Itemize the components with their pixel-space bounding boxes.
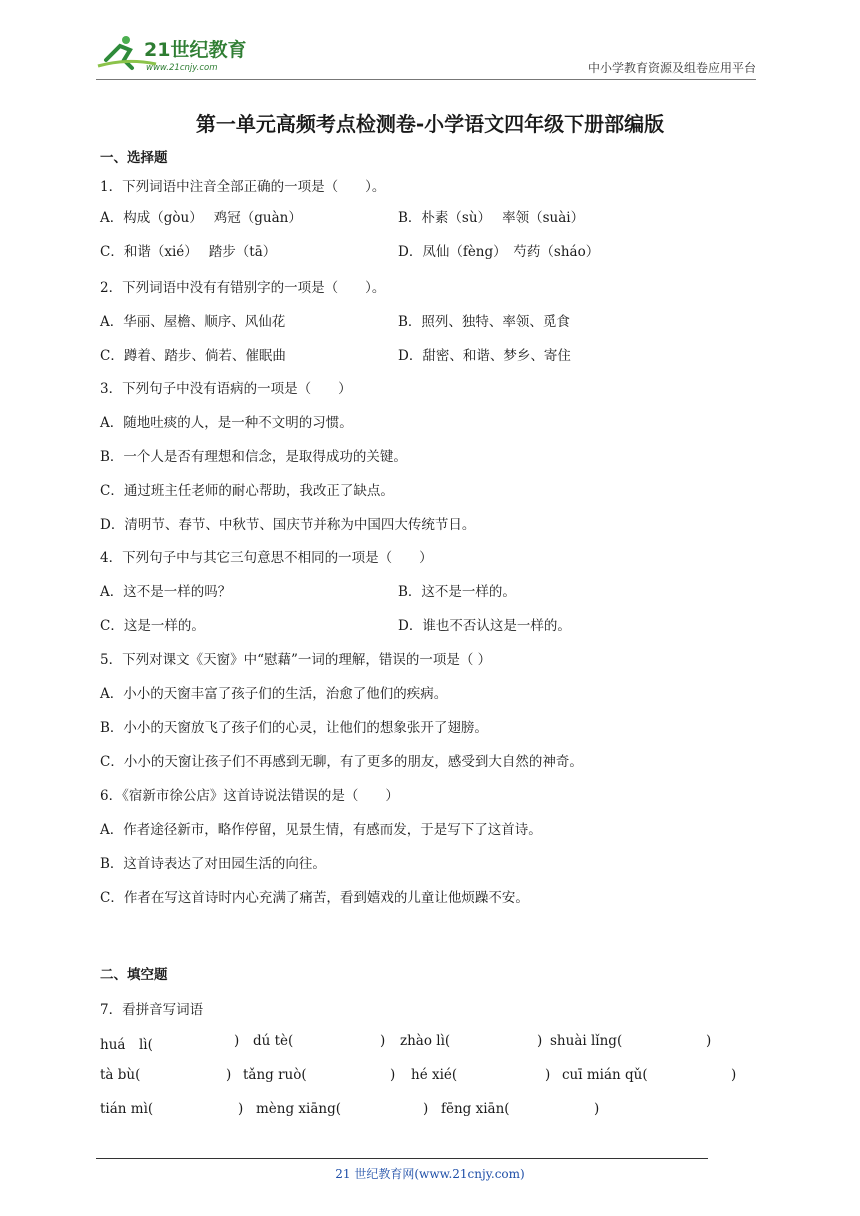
header-divider [96,79,756,80]
blank-close: ) [390,1067,396,1083]
section-fill-heading: 二、填空题 [100,967,168,983]
blank-close: ) [380,1033,386,1049]
blank-close: ) [545,1067,551,1083]
page-header [96,30,756,80]
blank-close: ) [423,1101,429,1117]
logo-21cnjy [96,32,266,76]
pinyin-prompt: dú tè( [253,1033,294,1049]
pinyin-prompt: cuī mián qǔ( [562,1067,648,1083]
q3-option-d: D．清明节、春节、中秋节、国庆节并称为中国四大传统节日。 [100,517,476,533]
logo-url: www.21cnjy.com [146,63,218,73]
pinyin-prompt: tǎng ruò( [243,1067,307,1083]
pinyin-prompt: huá lì( [100,1037,153,1053]
pinyin-prompt: fēng xiān( [441,1101,510,1117]
pinyin-prompt: zhào lì( [400,1033,451,1049]
blank-close: ) [731,1067,737,1083]
footer-divider [96,1158,708,1159]
q4-option-a: A．这不是一样的吗？ [100,584,232,600]
q1-option-c: C．和谐（xié） 踏步（tā） [100,244,277,260]
q1-stem: 1．下列词语中注音全部正确的一项是（ ）。 [100,179,386,195]
q6-option-b: B．这首诗表达了对田园生活的向往。 [100,856,326,872]
q4-option-b: B．这不是一样的。 [398,584,516,600]
q5-option-b: B．小小的天窗放飞了孩子们的心灵，让他们的想象张开了翅膀。 [100,720,488,736]
pinyin-prompt: shuài lǐng( [550,1033,623,1049]
q5-option-c: C．小小的天窗让孩子们不再感到无聊，有了更多的朋友，感受到大自然的神奇。 [100,754,583,770]
q4-option-c: C．这是一样的。 [100,618,205,634]
footer-link[interactable]: 21 世纪教育网(www.21cnjy.com) [335,1167,525,1181]
blank-close: ) [238,1101,244,1117]
q3-option-a: A．随地吐痰的人，是一种不文明的习惯。 [100,415,353,431]
q3-option-b: B．一个人是否有理想和信念，是取得成功的关键。 [100,449,407,465]
q6-option-a: A．作者途径新市，略作停留，见景生情，有感而发，于是写下了这首诗。 [100,822,542,838]
q2-option-a: A．华丽、屋檐、顺序、风仙花 [100,314,286,330]
q2-option-d: D．甜密、和谐、梦乡、寄住 [398,348,571,364]
pinyin-prompt: hé xié( [411,1067,458,1083]
q2-option-b: B．照列、独特、率领、觅食 [398,314,570,330]
q2-stem: 2．下列词语中没有有错别字的一项是（ ）。 [100,280,386,296]
blank-close: ) [594,1101,600,1117]
blank-close: ) [537,1033,543,1049]
q4-stem: 4．下列句子中与其它三句意思不相同的一项是（ ） [100,550,433,566]
q1-option-b: B．朴素（sù） 率领（suài） [398,210,585,226]
pinyin-prompt: mèng xiāng( [256,1101,342,1117]
q1-option-a: A．构成（gòu） 鸡冠（guàn） [100,210,302,226]
blank-close: ) [706,1033,712,1049]
q7-stem: 7．看拼音写词语 [100,1002,204,1018]
blank-close: ) [226,1067,232,1083]
blank-close: ) [234,1033,240,1049]
q5-stem: 5．下列对课文《天窗》中“慰藉”一词的理解，错误的一项是（ ） [100,652,492,668]
q3-option-c: C．通过班主任老师的耐心帮助，我改正了缺点。 [100,483,394,499]
q1-option-d: D．凤仙（fèng） 芍药（sháo） [398,244,600,260]
section-choice-heading: 一、选择题 [100,150,168,166]
q5-option-a: A．小小的天窗丰富了孩子们的生活，治愈了他们的疾病。 [100,686,448,702]
logo-text: 21世纪教育 [144,39,247,61]
page-title: 第一单元高频考点检测卷-小学语文四年级下册部编版 [195,112,665,136]
q6-stem: 6．《宿新市徐公店》这首诗说法错误的是（ ） [100,788,399,804]
q6-option-c: C．作者在写这首诗时内心充满了痛苦，看到嬉戏的儿童让他烦躁不安。 [100,890,529,906]
q2-option-c: C．蹲着、踏步、倘若、催眠曲 [100,348,286,364]
q4-option-d: D．谁也不否认这是一样的。 [398,618,571,634]
platform-name: 中小学教育资源及组卷应用平台 [587,61,756,75]
pinyin-prompt: tián mì( [100,1101,154,1117]
q3-stem: 3．下列句子中没有语病的一项是（ ） [100,381,352,397]
pinyin-prompt: tà bù( [100,1067,141,1083]
